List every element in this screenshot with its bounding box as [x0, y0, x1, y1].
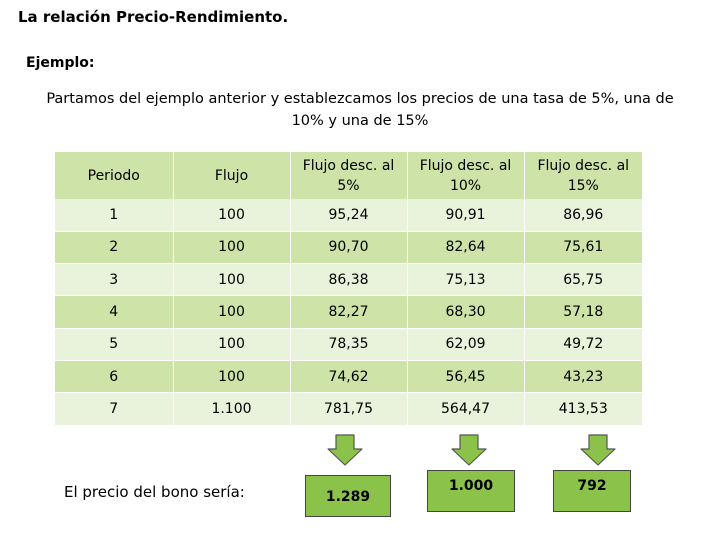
cell-periodo: 5	[55, 328, 173, 360]
cell-flujo-10: 62,09	[407, 328, 524, 360]
down-arrow-icon	[580, 434, 616, 466]
header-flujo-10: Flujo desc. al 10%	[407, 152, 524, 199]
header-flujo-15: Flujo desc. al 15%	[524, 152, 642, 199]
table-row	[55, 328, 642, 360]
cell-flujo-10: 75,13	[407, 264, 524, 296]
cell-flujo-15: 65,75	[524, 264, 642, 296]
price-box-5: 1.289	[305, 475, 391, 517]
example-heading: Ejemplo:	[26, 55, 95, 71]
cell-flujo: 100	[173, 360, 290, 392]
header-flujo-5: Flujo desc. al 5%	[290, 152, 407, 199]
cell-flujo-10: 82,64	[407, 231, 524, 263]
discounted-flows-table	[55, 152, 642, 425]
cell-periodo: 4	[55, 296, 173, 328]
cell-periodo: 6	[55, 360, 173, 392]
table-row	[55, 296, 642, 328]
cell-periodo: 3	[55, 264, 173, 296]
cell-periodo: 7	[55, 393, 173, 425]
cell-flujo-15: 413,53	[524, 393, 642, 425]
cell-flujo-5: 74,62	[290, 360, 407, 392]
cell-flujo: 100	[173, 199, 290, 231]
cell-flujo-5: 781,75	[290, 393, 407, 425]
table-row	[55, 360, 642, 392]
bond-price-label: El precio del bono sería:	[64, 483, 245, 501]
down-arrow-icon	[451, 434, 487, 466]
header-flujo: Flujo	[173, 152, 290, 199]
cell-flujo-15: 75,61	[524, 231, 642, 263]
cell-flujo-10: 564,47	[407, 393, 524, 425]
slide-title: La relación Precio-Rendimiento.	[18, 8, 289, 26]
cell-flujo-15: 57,18	[524, 296, 642, 328]
cell-flujo-15: 86,96	[524, 199, 642, 231]
cell-flujo: 100	[173, 231, 290, 263]
cell-flujo-5: 78,35	[290, 328, 407, 360]
price-box-10: 1.000	[427, 470, 515, 512]
cell-flujo: 100	[173, 296, 290, 328]
cell-flujo: 100	[173, 328, 290, 360]
cell-flujo: 100	[173, 264, 290, 296]
price-box-15: 792	[553, 470, 631, 512]
cell-flujo-5: 90,70	[290, 231, 407, 263]
cell-flujo-5: 95,24	[290, 199, 407, 231]
table-header-row	[55, 152, 642, 199]
cell-flujo: 1.100	[173, 393, 290, 425]
cell-flujo-15: 43,23	[524, 360, 642, 392]
cell-periodo: 2	[55, 231, 173, 263]
cell-flujo-10: 56,45	[407, 360, 524, 392]
cell-flujo-10: 68,30	[407, 296, 524, 328]
cell-flujo-5: 82,27	[290, 296, 407, 328]
cell-periodo: 1	[55, 199, 173, 231]
table-row	[55, 231, 642, 263]
intro-text: Partamos del ejemplo anterior y establezcamos los precios de una tasa de 5%, una de 10% y una de 15%	[46, 91, 674, 129]
cell-flujo-15: 49,72	[524, 328, 642, 360]
table-row	[55, 199, 642, 231]
header-periodo: Periodo	[55, 152, 173, 199]
cell-flujo-10: 90,91	[407, 199, 524, 231]
down-arrow-icon	[327, 434, 363, 466]
table-row	[55, 393, 642, 425]
table-row	[55, 264, 642, 296]
cell-flujo-5: 86,38	[290, 264, 407, 296]
